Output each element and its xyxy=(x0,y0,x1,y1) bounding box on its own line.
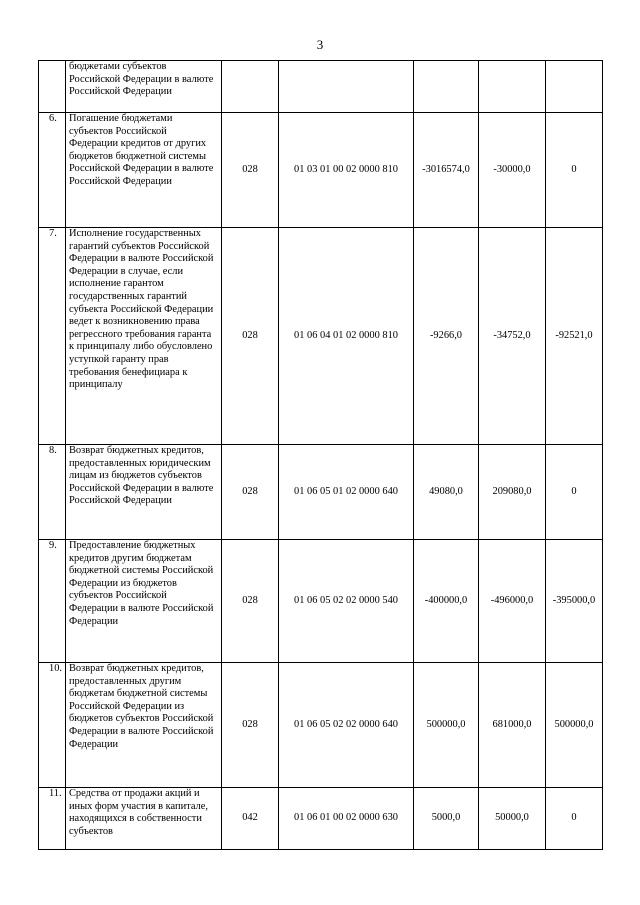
row-name: Погашение бюджетами субъектов Российской Федерации кредитов от других бюджетов бюджетной системы Российской Федерации в валюте Российской Федерации xyxy=(66,113,222,228)
row-value-1 xyxy=(414,61,479,113)
row-admin-code: 042 xyxy=(222,788,279,850)
row-value-3: 0 xyxy=(546,445,603,540)
row-value-1: 500000,0 xyxy=(414,663,479,788)
row-value-2: -30000,0 xyxy=(479,113,546,228)
row-classification-code: 01 03 01 00 02 0000 810 xyxy=(279,113,414,228)
row-value-3: -92521,0 xyxy=(546,228,603,445)
row-value-1: -400000,0 xyxy=(414,540,479,663)
row-value-3: 0 xyxy=(546,113,603,228)
table-row xyxy=(39,540,603,663)
row-number: 11. xyxy=(39,788,66,850)
row-value-2: -496000,0 xyxy=(479,540,546,663)
row-value-1: -3016574,0 xyxy=(414,113,479,228)
row-value-3: 0 xyxy=(546,788,603,850)
budget-sources-table xyxy=(38,60,603,850)
row-classification-code: 01 06 05 02 02 0000 640 xyxy=(279,663,414,788)
table-row xyxy=(39,113,603,228)
table-row xyxy=(39,663,603,788)
row-admin-code: 028 xyxy=(222,663,279,788)
row-admin-code: 028 xyxy=(222,445,279,540)
row-value-1: 49080,0 xyxy=(414,445,479,540)
row-number: 9. xyxy=(39,540,66,663)
row-name: Возврат бюджетных кредитов, предоставленных другим бюджетам бюджетной системы Российской Федерации из бюджетов субъектов Российской Федерации в валюте Российской Федерации xyxy=(66,663,222,788)
row-value-3: 500000,0 xyxy=(546,663,603,788)
row-value-2 xyxy=(479,61,546,113)
row-number: 6. xyxy=(39,113,66,228)
row-classification-code: 01 06 01 00 02 0000 630 xyxy=(279,788,414,850)
row-value-1: 5000,0 xyxy=(414,788,479,850)
table-row xyxy=(39,788,603,850)
row-number: 7. xyxy=(39,228,66,445)
row-number: 8. xyxy=(39,445,66,540)
row-value-2: 209080,0 xyxy=(479,445,546,540)
row-name: Возврат бюджетных кредитов, предоставленных юридическим лицам из бюджетов субъектов Российской Федерации в валюте Российской Федерации xyxy=(66,445,222,540)
row-value-1: -9266,0 xyxy=(414,228,479,445)
row-name: Исполнение государственных гарантий субъектов Российской Федерации в валюте Российской Федерации в случае, если исполнение гарантом государственных гарантий субъекта Российской Федерации ведет к возникновению права регрессного требования гаранта к принципалу либо обусловлено уступкой гаранту прав требования бенефициара к принципалу xyxy=(66,228,222,445)
row-number xyxy=(39,61,66,113)
row-name: Средства от продажи акций и иных форм участия в капитале, находящихся в собственности субъектов xyxy=(66,788,222,850)
row-number: 10. xyxy=(39,663,66,788)
row-name: бюджетами субъектов Российской Федерации в валюте Российской Федерации xyxy=(66,61,222,113)
row-value-3 xyxy=(546,61,603,113)
row-classification-code xyxy=(279,61,414,113)
row-classification-code: 01 06 05 02 02 0000 540 xyxy=(279,540,414,663)
row-value-2: 681000,0 xyxy=(479,663,546,788)
table-row xyxy=(39,445,603,540)
row-name: Предоставление бюджетных кредитов другим бюджетам бюджетной системы Российской Федерации из бюджетов субъектов Российской Федерации в валюте Российской Федерации xyxy=(66,540,222,663)
row-value-3: -395000,0 xyxy=(546,540,603,663)
row-classification-code: 01 06 05 01 02 0000 640 xyxy=(279,445,414,540)
row-admin-code: 028 xyxy=(222,113,279,228)
page-number: 3 xyxy=(316,37,324,52)
row-admin-code xyxy=(222,61,279,113)
row-value-2: 50000,0 xyxy=(479,788,546,850)
row-admin-code: 028 xyxy=(222,228,279,445)
row-value-2: -34752,0 xyxy=(479,228,546,445)
table-row xyxy=(39,228,603,445)
row-admin-code: 028 xyxy=(222,540,279,663)
table-row xyxy=(39,61,603,113)
row-classification-code: 01 06 04 01 02 0000 810 xyxy=(279,228,414,445)
